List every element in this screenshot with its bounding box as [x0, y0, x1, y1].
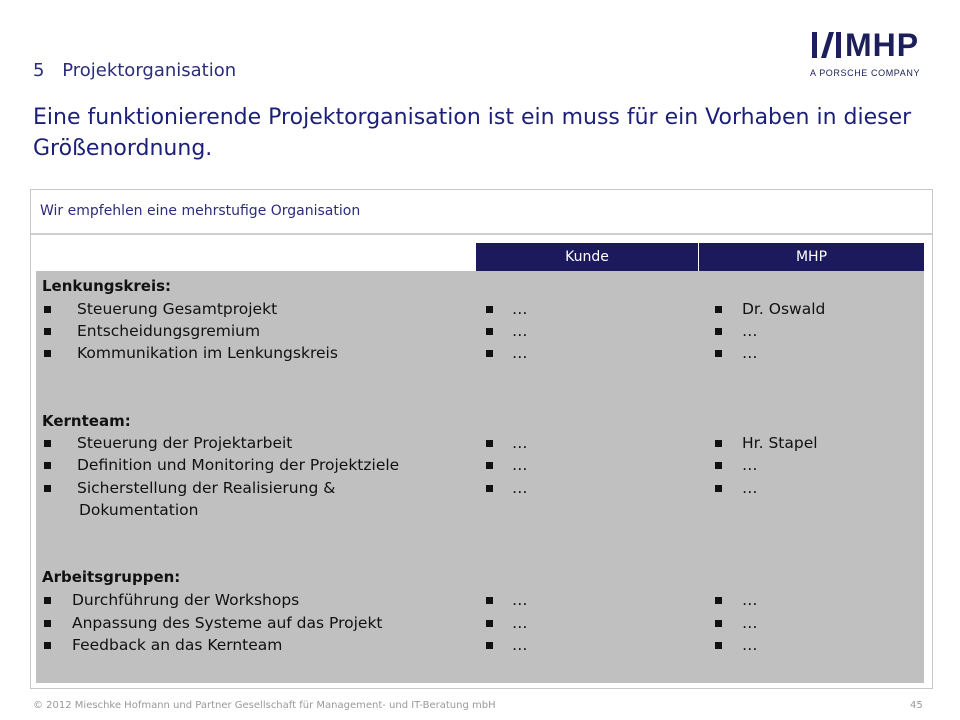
section-heading — [33, 60, 236, 81]
group-title-arbeitsgruppen: Arbeitsgruppen: — [42, 568, 181, 586]
bullet-icon — [44, 642, 51, 649]
task-item: Sicherstellung der Realisierung & — [77, 479, 336, 497]
mhp-value: Hr. Stapel — [742, 434, 818, 452]
task-item-continuation: Dokumentation — [79, 501, 199, 519]
bullet-icon — [44, 328, 51, 335]
kunde-value: … — [512, 300, 528, 318]
bullet-icon — [715, 306, 722, 313]
bullet-icon — [44, 620, 51, 627]
bullet-icon — [44, 462, 51, 469]
kunde-value: … — [512, 434, 528, 452]
task-item: Durchführung der Workshops — [72, 591, 300, 609]
bullet-icon — [715, 350, 722, 357]
column-header-mhp: MHP — [699, 243, 924, 271]
bullet-icon — [715, 642, 722, 649]
column-header-kunde: Kunde — [476, 243, 698, 271]
bullet-icon — [44, 440, 51, 447]
logo-wordmark: MHP — [845, 27, 920, 63]
group-title-lenkungskreis: Lenkungskreis: — [42, 277, 172, 295]
mhp-value: Dr. Oswald — [742, 300, 826, 318]
kunde-value: … — [512, 614, 528, 632]
bullet-icon — [486, 642, 493, 649]
mhp-value: … — [742, 322, 758, 340]
bullet-icon — [44, 350, 51, 357]
bullet-icon — [44, 306, 51, 313]
bullet-icon — [44, 485, 51, 492]
kunde-value: … — [512, 636, 528, 654]
page-number: 45 — [910, 700, 923, 711]
footer-copyright: © 2012 Mieschke Hofmann und Partner Gesellschaft für Management- und IT-Beratung mbH — [33, 700, 496, 711]
bullet-icon — [715, 440, 722, 447]
kunde-value: … — [512, 591, 528, 609]
bullet-icon — [486, 350, 493, 357]
mhp-value: … — [742, 479, 758, 497]
bullet-icon — [715, 597, 722, 604]
mhp-logo — [808, 27, 930, 80]
mhp-value: … — [742, 456, 758, 474]
bullet-icon — [486, 485, 493, 492]
section-number: 5 — [33, 60, 45, 81]
page-headline: Eine funktionierende Projektorganisation ist ein muss für ein Vorhaben in dieser Größenordnung. — [33, 105, 912, 161]
task-item: Steuerung der Projektarbeit — [77, 434, 293, 452]
bullet-icon — [715, 485, 722, 492]
bullet-icon — [486, 620, 493, 627]
logo-tagline: A PORSCHE COMPANY — [810, 68, 921, 78]
bullet-icon — [44, 597, 51, 604]
mhp-value: … — [742, 344, 758, 362]
task-item: Feedback an das Kernteam — [72, 636, 283, 654]
task-item: Definition und Monitoring der Projektziele — [77, 456, 400, 474]
mhp-value: … — [742, 614, 758, 632]
bullet-icon — [486, 328, 493, 335]
mhp-value: … — [742, 636, 758, 654]
bullet-icon — [715, 462, 722, 469]
task-item: Kommunikation im Lenkungskreis — [77, 344, 338, 362]
bullet-icon — [486, 306, 493, 313]
panel-title: Wir empfehlen eine mehrstufige Organisation — [40, 203, 361, 219]
kunde-value: … — [512, 344, 528, 362]
kunde-value: … — [512, 456, 528, 474]
task-item: Steuerung Gesamtprojekt — [77, 300, 278, 318]
task-item: Entscheidungsgremium — [77, 322, 261, 340]
mhp-value: … — [742, 591, 758, 609]
bullet-icon — [486, 597, 493, 604]
bullet-icon — [715, 328, 722, 335]
group-title-kernteam: Kernteam: — [42, 412, 131, 430]
kunde-value: … — [512, 479, 528, 497]
bullet-icon — [486, 462, 493, 469]
mhp-slash-icon — [808, 30, 842, 60]
section-title: Projektorganisation — [62, 60, 237, 81]
bullet-icon — [486, 440, 493, 447]
panel-header — [31, 190, 932, 235]
bullet-icon — [715, 620, 722, 627]
task-item: Anpassung des Systeme auf das Projekt — [72, 614, 383, 632]
kunde-value: … — [512, 322, 528, 340]
